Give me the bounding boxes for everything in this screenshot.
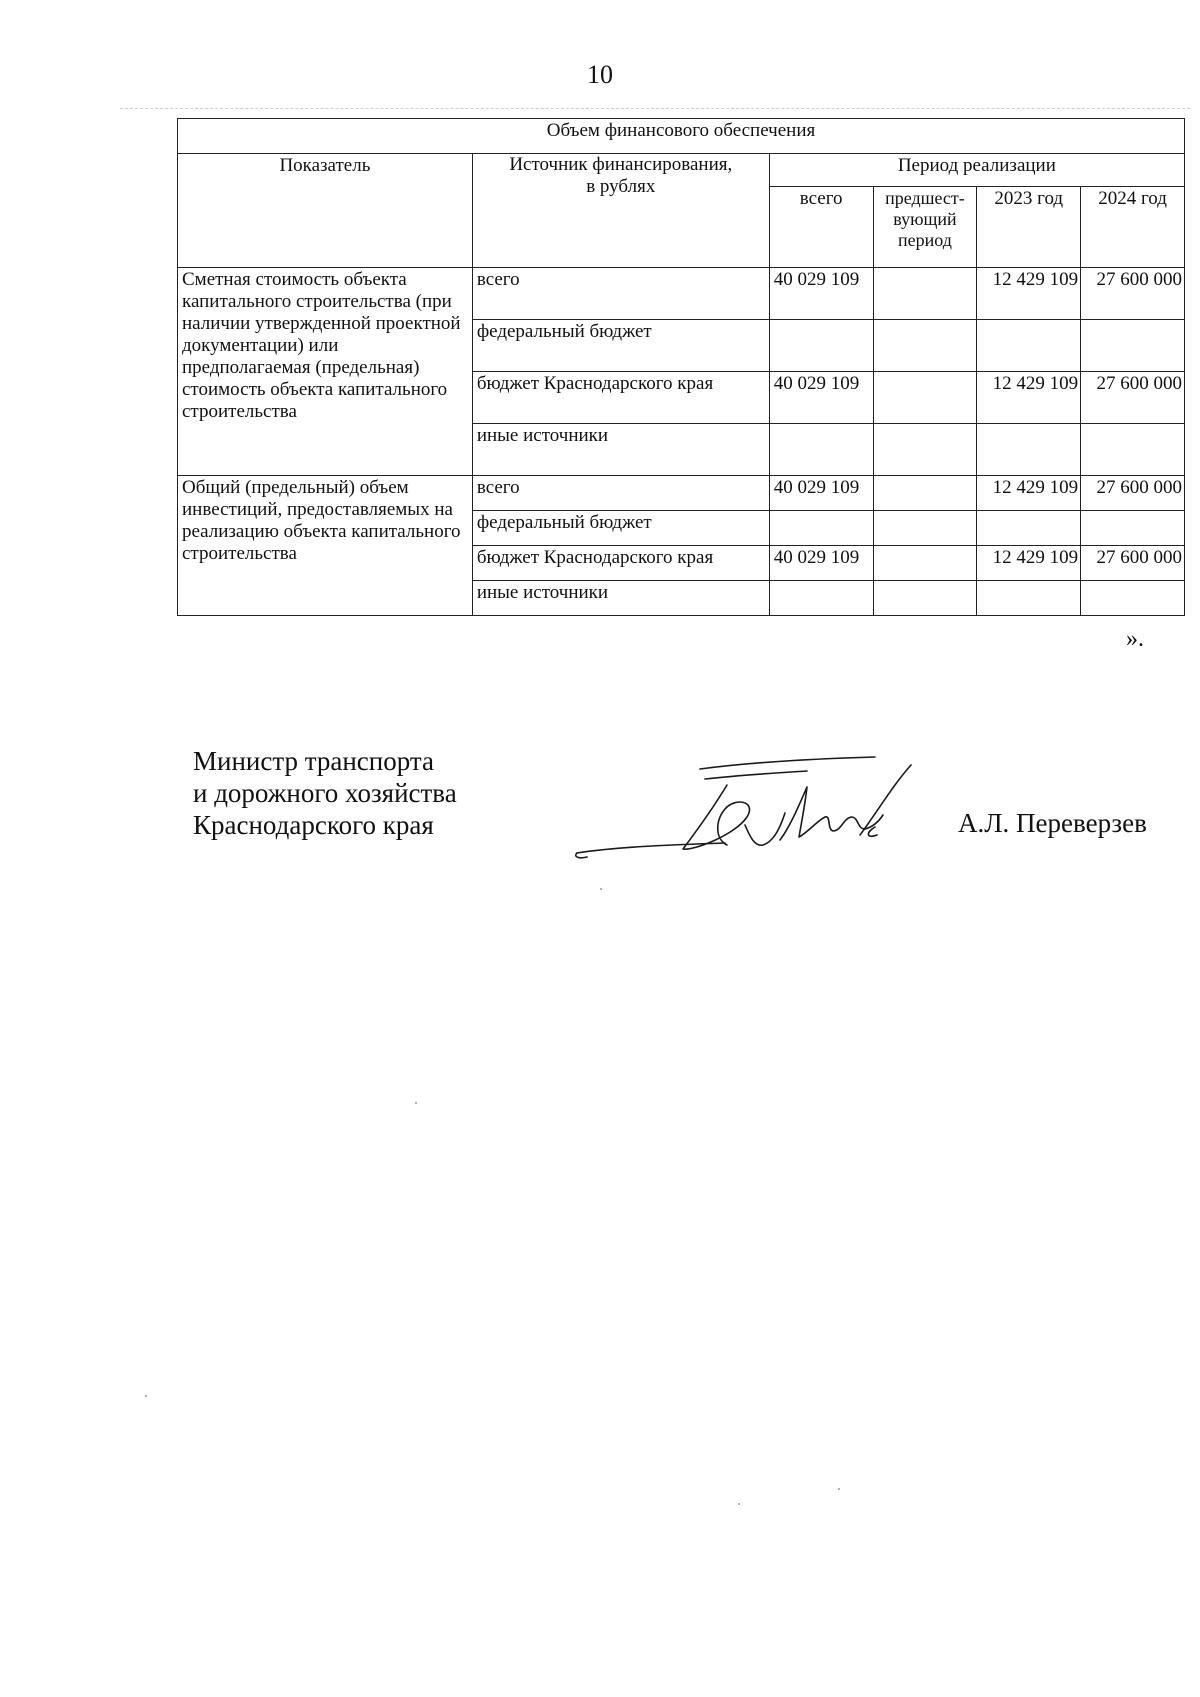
header-2023: 2023 год [977,187,1081,268]
scan-speck [415,1102,417,1104]
year-2023-cell [977,581,1081,616]
total-cell [769,424,873,476]
total-cell: 40 029 109 [769,546,873,581]
previous-period-cell [873,546,977,581]
source-cell: всего [472,268,769,320]
year-2023-cell [977,424,1081,476]
source-cell: бюджет Краснодарского края [472,372,769,424]
year-2024-cell: 27 600 000 [1081,546,1185,581]
year-2023-cell: 12 429 109 [977,268,1081,320]
previous-period-cell [873,511,977,546]
table-title-row [178,119,1185,154]
header-2024: 2024 год [1081,187,1185,268]
total-cell: 40 029 109 [769,476,873,511]
source-cell: федеральный бюджет [472,511,769,546]
indicator-total-investment: Общий (предельный) объем инвестиций, предоставляемых на реализацию объекта капитального строительства [178,476,473,616]
previous-period-cell [873,372,977,424]
previous-period-cell [873,424,977,476]
source-cell: иные источники [472,581,769,616]
header-row-1 [178,154,1185,187]
year-2024-cell [1081,320,1185,372]
header-total: всего [769,187,873,268]
closing-quote: ». [1126,626,1144,652]
header-indicator: Показатель [178,154,473,268]
year-2023-cell [977,511,1081,546]
previous-period-cell [873,320,977,372]
previous-period-cell [873,581,977,616]
position-line-1: Министр транспорта [193,746,434,776]
total-cell [769,581,873,616]
signatory-position [193,745,457,841]
total-cell: 40 029 109 [769,372,873,424]
total-cell: 40 029 109 [769,268,873,320]
financing-table [177,118,1185,616]
total-cell [769,511,873,546]
header-previous-period: предшест-вующий период [873,187,977,268]
position-line-2: и дорожного хозяйства [193,778,457,808]
source-cell: иные источники [472,424,769,476]
year-2023-cell: 12 429 109 [977,476,1081,511]
previous-period-cell [873,268,977,320]
year-2024-cell [1081,581,1185,616]
scan-speck [838,1488,840,1490]
table-row [178,476,1185,511]
header-period: Период реализации [769,154,1184,187]
header-source: Источник финансирования, в рублях [472,154,769,268]
year-2024-cell: 27 600 000 [1081,268,1185,320]
year-2024-cell: 27 600 000 [1081,372,1185,424]
year-2023-cell: 12 429 109 [977,372,1081,424]
source-cell: бюджет Краснодарского края [472,546,769,581]
previous-period-cell [873,476,977,511]
scan-artifact-line [120,108,1190,109]
signatory-name: А.Л. Переверзев [958,808,1147,838]
source-cell: федеральный бюджет [472,320,769,372]
indicator-estimated-cost: Сметная стоимость объекта капитального строительства (при наличии утвержденной проектной документации) или предполагаемая (предельная) стоимость объекта капитального строительства [178,268,473,476]
year-2023-cell [977,320,1081,372]
scan-speck [145,1395,147,1397]
scan-speck [600,888,602,890]
source-cell: всего [472,476,769,511]
table-title: Объем финансового обеспечения [178,119,1185,154]
handwritten-signature [575,755,935,865]
total-cell [769,320,873,372]
year-2023-cell: 12 429 109 [977,546,1081,581]
position-line-3: Краснодарского края [193,810,434,840]
scan-speck [738,1503,740,1505]
table-row [178,268,1185,320]
year-2024-cell [1081,424,1185,476]
year-2024-cell: 27 600 000 [1081,476,1185,511]
year-2024-cell [1081,511,1185,546]
page-number: 10 [587,60,613,89]
